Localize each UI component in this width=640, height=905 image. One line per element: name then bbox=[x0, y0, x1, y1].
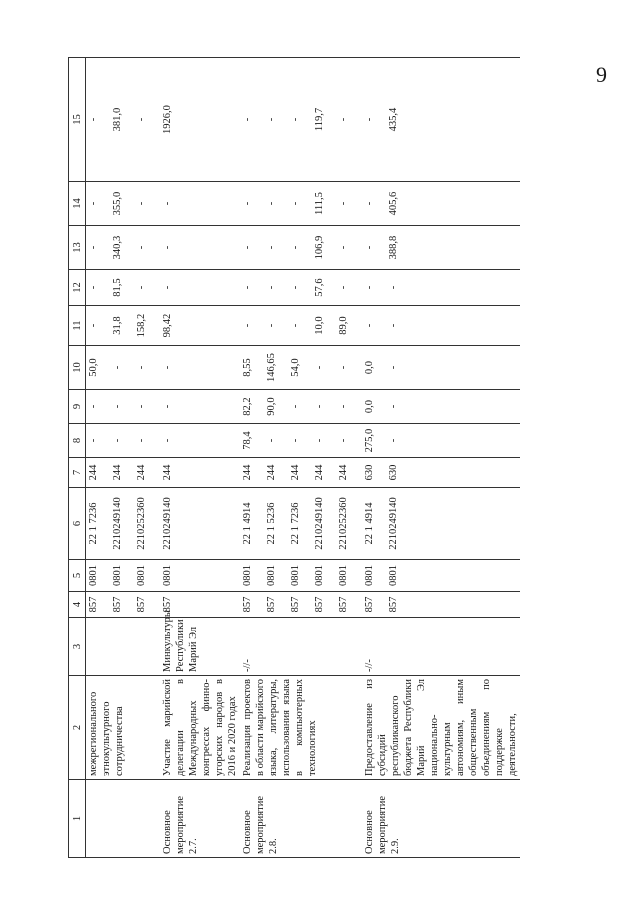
cell-c10: 8,55 146,65 54,0 - - bbox=[240, 346, 362, 390]
cell-c9: - bbox=[160, 390, 240, 424]
cell-c13: - bbox=[160, 226, 240, 270]
group-description: Реализация проектов в области марийского языка, литературы, использования языка в компьютерных технологиях bbox=[240, 676, 362, 780]
carryover-row bbox=[86, 58, 161, 858]
cell-c12: - 81,5 - bbox=[86, 270, 161, 306]
cell-c13: - 340,3 - bbox=[86, 226, 161, 270]
cell-c5: 0801 bbox=[160, 560, 240, 592]
col-header-2: 2 bbox=[69, 676, 86, 780]
cell-c11: - 31,8 158,2 bbox=[86, 306, 161, 346]
group-description: Участие марийской делегации в Международных конгрессах финно-угорских народов в 2016 и 2020 годах bbox=[160, 676, 240, 780]
cell-c7: 244 244 244 bbox=[86, 458, 161, 488]
col-header-13: 13 bbox=[69, 226, 86, 270]
col-header-15: 15 bbox=[69, 58, 86, 182]
cell-c8: 275,0 - bbox=[362, 424, 520, 458]
group-label: Основное мероприятие 2.7. bbox=[160, 780, 240, 858]
cell-c6: 2210249140 bbox=[160, 488, 240, 560]
col-header-9: 9 bbox=[69, 390, 86, 424]
col-header-6: 6 bbox=[69, 488, 86, 560]
carryover-text: межрегионального этнокультурного сотрудничества bbox=[86, 676, 161, 780]
cell-c4: 857 857 857 bbox=[86, 592, 161, 618]
cell-c9: - - - bbox=[86, 390, 161, 424]
group-label: Основное мероприятие 2.9. bbox=[362, 780, 520, 858]
cell-c6: 22 1 4914 2210249140 bbox=[362, 488, 520, 560]
col-header-12: 12 bbox=[69, 270, 86, 306]
carryover-executor bbox=[86, 618, 161, 676]
cell-c6: 22 1 4914 22 1 5236 22 1 7236 2210249140 2210252360 bbox=[240, 488, 362, 560]
cell-c14: - 405,6 bbox=[362, 182, 520, 226]
col-header-4: 4 bbox=[69, 592, 86, 618]
group-row-2-7 bbox=[160, 58, 240, 858]
cell-c15: 1926,0 bbox=[160, 58, 240, 182]
group-executor: Минкультуры Республики Марий Эл bbox=[160, 618, 240, 676]
col-header-14: 14 bbox=[69, 182, 86, 226]
cell-c10: 50,0 - - bbox=[86, 346, 161, 390]
cell-c6: 22 1 7236 2210249140 2210252360 bbox=[86, 488, 161, 560]
cell-c7: 244 244 244 244 244 bbox=[240, 458, 362, 488]
cell-c9: 82,2 90,0 - - - bbox=[240, 390, 362, 424]
cell-c8: 78,4 - - - - bbox=[240, 424, 362, 458]
cell-c14: - - - 111,5 - bbox=[240, 182, 362, 226]
cell-c8: - bbox=[160, 424, 240, 458]
cell-c10: - bbox=[160, 346, 240, 390]
page-number: 9 bbox=[596, 62, 607, 87]
col-header-10: 10 bbox=[69, 346, 86, 390]
cell-c14: - bbox=[160, 182, 240, 226]
cell-c13: - - - 106,9 - bbox=[240, 226, 362, 270]
cell-c15: - - - 119,7 - bbox=[240, 58, 362, 182]
column-header-row bbox=[69, 58, 86, 858]
group-executor: -//- bbox=[240, 618, 362, 676]
cell-c4: 857 857 bbox=[362, 592, 520, 618]
group-label: Основное мероприятие 2.8. bbox=[240, 780, 362, 858]
cell-c13: - 388,8 bbox=[362, 226, 520, 270]
cell-c12: - bbox=[160, 270, 240, 306]
col-header-1: 1 bbox=[69, 780, 86, 858]
rotated-sheet bbox=[68, 58, 608, 858]
cell-c4: 857 857 857 857 857 bbox=[240, 592, 362, 618]
col-header-5: 5 bbox=[69, 560, 86, 592]
cell-c10: 0,0 - bbox=[362, 346, 520, 390]
cell-c5: 0801 0801 bbox=[362, 560, 520, 592]
group-description: Предоставление из субсидий республиканского бюджета Республики Марий Эл национально-культурным автономиям, иным общественным объединениям по поддержке деятельности, bbox=[362, 676, 520, 780]
cell-c12: - - - 57,6 - bbox=[240, 270, 362, 306]
cell-c11: - - bbox=[362, 306, 520, 346]
col-header-8: 8 bbox=[69, 424, 86, 458]
cell-c4: 857 bbox=[160, 592, 240, 618]
carryover-col1 bbox=[86, 780, 161, 858]
cell-c11: 98,42 bbox=[160, 306, 240, 346]
budget-table bbox=[68, 57, 520, 858]
cell-c8: - - - bbox=[86, 424, 161, 458]
cell-c12: - - bbox=[362, 270, 520, 306]
cell-c5: 0801 0801 0801 bbox=[86, 560, 161, 592]
group-row-2-9 bbox=[362, 58, 520, 858]
cell-c11: - - - 10,0 89,0 bbox=[240, 306, 362, 346]
cell-c9: 0,0 - bbox=[362, 390, 520, 424]
cell-c5: 0801 0801 0801 0801 0801 bbox=[240, 560, 362, 592]
cell-c15: - 435,4 bbox=[362, 58, 520, 182]
cell-c15: - 381,0 - bbox=[86, 58, 161, 182]
col-header-11: 11 bbox=[69, 306, 86, 346]
group-row-2-8 bbox=[240, 58, 362, 858]
cell-c14: - 355,0 - bbox=[86, 182, 161, 226]
cell-c7: 244 bbox=[160, 458, 240, 488]
col-header-7: 7 bbox=[69, 458, 86, 488]
col-header-3: 3 bbox=[69, 618, 86, 676]
group-executor: -//- bbox=[362, 618, 520, 676]
cell-c7: 630 630 bbox=[362, 458, 520, 488]
